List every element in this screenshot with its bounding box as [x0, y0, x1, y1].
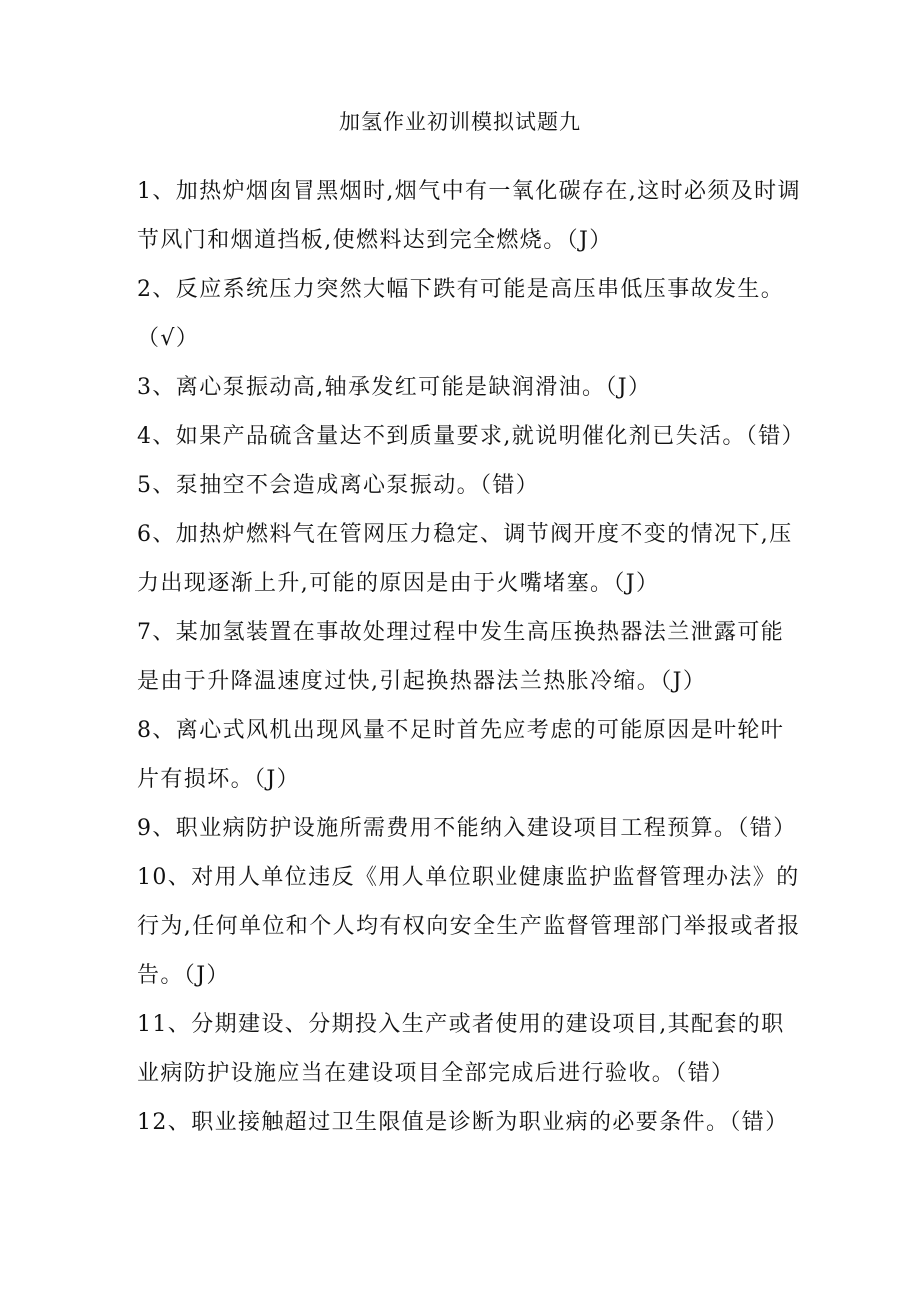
question-item: 6、加热炉燃料气在管网压力稳定、调节阀开度不变的情况下,压力出现逐渐上升,可能的原因是由于火嘴堵塞。（J） [137, 522, 793, 596]
question-item: 11、分期建设、分期投入生产或者使用的建设项目,其配套的职业病防护设施应当在建设项目全部完成后进行验收。（错） [137, 1012, 785, 1086]
question-item: 3、离心泵振动高,轴承发红可能是缺润滑油。（J） [137, 375, 652, 400]
question-item: 4、如果产品硫含量达不到质量要求,就说明催化剂已失活。（错） [137, 424, 805, 449]
question-item: 2、反应系统压力突然大幅下跌有可能是高压串低压事故发生。（√） [137, 277, 785, 351]
question-item: 8、离心式风机出现风量不足时首先应考虑的可能原因是叶轮叶片有损坏。（J） [137, 718, 785, 792]
question-item: 1、加热炉烟囱冒黑烟时,烟气中有一氧化碳存在,这时必须及时调节风门和烟道挡板,使燃料达到完全燃烧。（J） [137, 179, 801, 253]
question-list [137, 167, 805, 1147]
question-item: 12、职业接触超过卫生限值是诊断为职业病的必要条件。（错） [137, 1110, 789, 1135]
question-item: 9、职业病防护设施所需费用不能纳入建设项目工程预算。（错） [137, 816, 797, 841]
document-title: 加氢作业初训模拟试题九 [339, 110, 581, 134]
question-item: 5、泵抽空不会造成离心泵振动。（错） [137, 473, 540, 498]
question-item: 7、某加氢装置在事故处理过程中发生高压换热器法兰泄露可能是由于升降温速度过快,引起换热器法兰热胀冷缩。（J） [137, 620, 785, 694]
question-item: 10、对用人单位违反《用人单位职业健康监护监督管理办法》的行为,任何单位和个人均有权向安全生产监督管理部门举报或者报告。（J） [137, 865, 801, 988]
